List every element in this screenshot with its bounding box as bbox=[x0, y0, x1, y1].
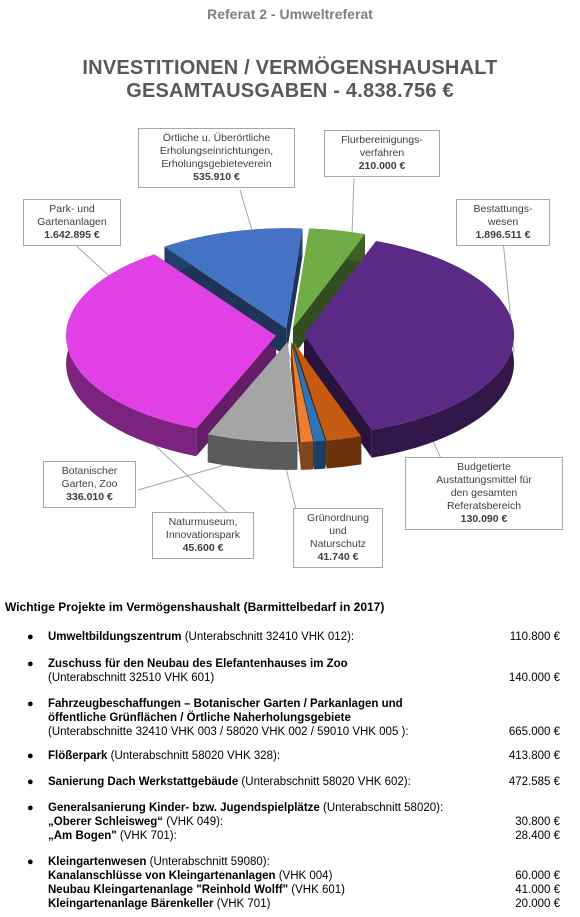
callout-flurbereinigung: Flurbereinigungs- verfahren 210.000 € bbox=[324, 130, 440, 177]
callout-naturmuseum: Naturmuseum, Innovationspark 45.600 € bbox=[152, 512, 254, 559]
callout-budget: Budgetierte Austattungsmittel für den gesamten Referatsbereich 130.090 € bbox=[405, 457, 563, 530]
pie-slice-side bbox=[327, 436, 361, 468]
callout-park: Park- und Gartenanlagen 1.642.895 € bbox=[23, 199, 121, 246]
callout-bestattungswesen: Bestattungs- wesen 1.896.511 € bbox=[456, 199, 550, 246]
projects-title: Wichtige Projekte im Vermögenshaushalt (Barmittelbedarf in 2017) bbox=[5, 600, 385, 614]
callout-gruenordnung: Grünordnung und Naturschutz 41.740 € bbox=[293, 508, 383, 568]
pie-slices bbox=[66, 228, 514, 470]
pie-slice-side bbox=[301, 441, 313, 469]
callout-botanisch: Botanischer Garten, Zoo 336.010 € bbox=[43, 461, 136, 508]
chart-subtitle: GESAMTAUSGABEN - 4.838.756 € bbox=[126, 80, 454, 102]
chart-title: INVESTITIONEN / VERMÖGENSHAUSHALT bbox=[82, 57, 498, 79]
callout-erholung: Örtliche u. Überörtliche Erholungseinrichtungen, Erholungsgebieteverein 535.910 € bbox=[138, 128, 295, 188]
page-header: Referat 2 - Umweltreferat bbox=[207, 6, 373, 22]
pie-slice-side bbox=[314, 441, 325, 470]
